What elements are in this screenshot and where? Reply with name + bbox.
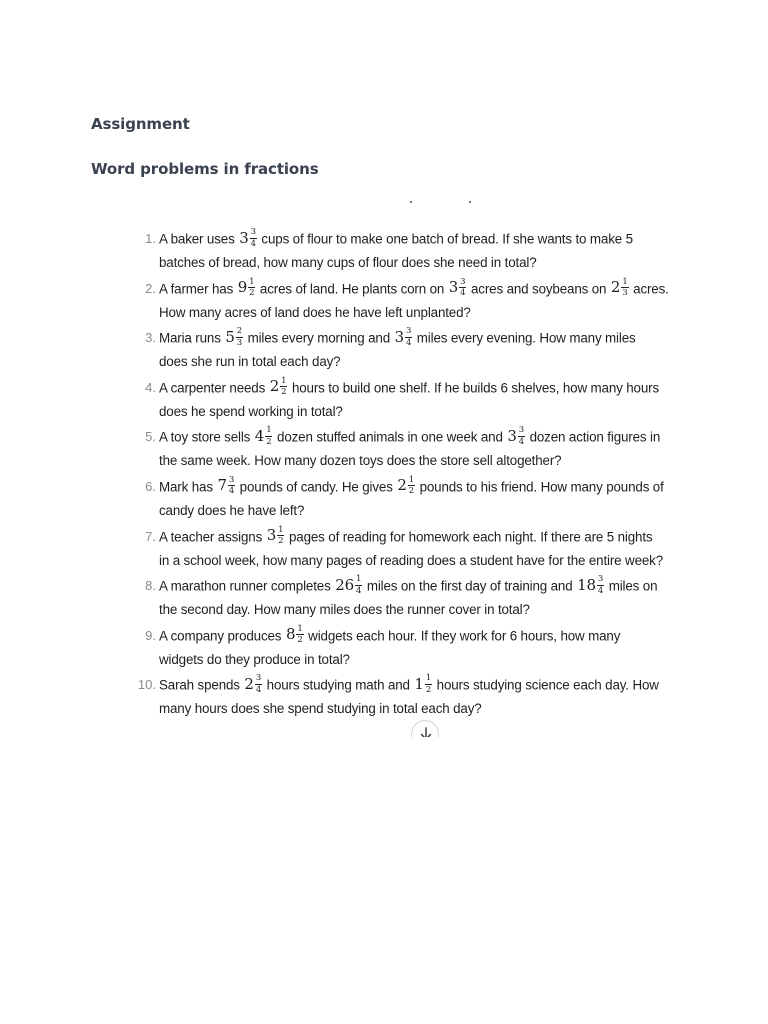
problem-text: A farmer has <box>159 281 237 297</box>
problem-text: A company produces <box>159 628 285 644</box>
fraction-numerator: 1 <box>408 474 414 485</box>
mixed-number <box>239 228 257 248</box>
problem-text-line <box>159 425 661 448</box>
fraction-denominator: 4 <box>405 337 412 348</box>
fraction-numerator: 2 <box>236 326 242 337</box>
mixed-number <box>395 327 413 347</box>
mixed-number-whole: 26 <box>335 575 354 594</box>
problem-number: 5. <box>145 429 156 445</box>
problem-panel <box>108 218 684 730</box>
fraction-numerator: 1 <box>355 574 362 585</box>
problem-item <box>108 664 684 717</box>
mixed-number <box>611 278 629 298</box>
mixed-number <box>255 426 273 446</box>
mixed-number <box>335 575 362 595</box>
fraction <box>408 476 415 496</box>
problem-text: pages of reading for homework each night. If there are 5 nights <box>285 529 653 545</box>
stray-dot <box>410 201 412 203</box>
mixed-number-whole: 4 <box>254 426 265 445</box>
mixed-number-whole: 2 <box>269 377 280 396</box>
fraction <box>296 625 303 645</box>
document-heading: Assignment <box>91 115 190 133</box>
problem-text: How many acres of land does he have left unplanted? <box>159 304 471 320</box>
fraction <box>250 228 257 248</box>
fraction <box>236 327 243 347</box>
problem-text: pounds to his friend. How many pounds of <box>416 479 664 495</box>
problem-text: hours studying math and <box>263 677 414 693</box>
problem-text: acres and soybeans on <box>467 281 610 297</box>
fraction-numerator: 3 <box>460 276 466 287</box>
problem-text: dozen stuffed animals in one week and <box>273 429 507 445</box>
problem-text-line <box>159 701 482 716</box>
fraction-numerator: 1 <box>622 276 628 287</box>
fraction-denominator: 4 <box>228 486 235 497</box>
mixed-number-whole: 3 <box>266 526 277 545</box>
fraction-denominator: 4 <box>250 238 256 249</box>
mixed-number <box>414 674 432 694</box>
problem-text-line <box>159 673 659 696</box>
fraction <box>425 674 432 694</box>
fraction-denominator: 4 <box>597 585 604 596</box>
problem-text: does he spend working in total? <box>159 403 343 419</box>
problem-text: dozen action figures in <box>526 429 661 445</box>
panel-edge <box>400 737 460 757</box>
problem-text: Sarah spends <box>159 677 244 693</box>
problem-text: many hours does she spend studying in total each day? <box>159 701 482 717</box>
mixed-number <box>238 278 256 298</box>
mixed-number <box>286 625 304 645</box>
mixed-number <box>397 476 415 496</box>
mixed-number <box>577 575 604 595</box>
fraction <box>621 278 628 298</box>
mixed-number-whole: 3 <box>394 327 404 346</box>
fraction <box>597 575 604 595</box>
problem-text-line <box>159 474 664 498</box>
fraction-numerator: 1 <box>249 276 255 287</box>
problem-item <box>108 317 684 370</box>
problem-text: A marathon runner completes <box>159 578 335 594</box>
problem-text-line <box>159 375 660 399</box>
problem-item <box>108 268 684 318</box>
problem-text: A toy store sells <box>159 429 254 445</box>
problem-text: the second day. How many miles does the runner cover in total? <box>159 602 530 618</box>
problem-item <box>108 367 684 417</box>
fraction-denominator: 2 <box>408 486 414 497</box>
problem-text: A baker uses <box>159 231 239 247</box>
fraction <box>265 426 272 446</box>
mixed-number <box>270 377 288 397</box>
fraction <box>518 426 525 446</box>
fraction <box>355 575 362 595</box>
fraction-denominator: 3 <box>236 337 242 348</box>
fraction-numerator: 1 <box>425 673 432 684</box>
mixed-number <box>267 526 285 546</box>
fraction-denominator: 2 <box>249 288 255 299</box>
problem-text: miles on <box>605 578 658 594</box>
problem-text: does she run in total each day? <box>159 354 341 370</box>
mixed-number-whole: 9 <box>237 278 248 297</box>
fraction-numerator: 3 <box>518 425 525 436</box>
problem-text-line <box>159 326 636 349</box>
problem-number: 2. <box>145 280 156 296</box>
fraction-denominator: 4 <box>255 684 262 695</box>
problem-number: 1. <box>145 231 156 246</box>
mixed-number <box>507 426 525 446</box>
problem-text: in a school week, how many pages of reading does a student have for the entire week? <box>159 552 664 568</box>
mixed-number-whole: 2 <box>610 278 621 297</box>
problem-text: miles every evening. How many miles <box>413 330 636 346</box>
fraction-denominator: 2 <box>266 436 272 447</box>
problem-text: pounds of candy. He gives <box>236 479 397 495</box>
mixed-number-whole: 18 <box>577 575 596 594</box>
mixed-number-whole: 2 <box>397 476 407 495</box>
fraction <box>277 526 284 546</box>
problem-number: 4. <box>145 379 156 395</box>
mixed-number-whole: 3 <box>448 278 459 297</box>
problem-list <box>108 218 684 717</box>
fraction-numerator: 1 <box>266 425 272 436</box>
problem-text: hours to build one shelf. If he builds 6 shelves, how many hours <box>288 380 660 396</box>
problem-item <box>108 218 684 268</box>
problem-number: 6. <box>145 478 156 494</box>
fraction-numerator: 3 <box>597 574 604 585</box>
mixed-number-whole: 1 <box>414 674 424 693</box>
mixed-number-whole: 2 <box>244 674 254 693</box>
problem-text: A teacher assigns <box>159 529 266 545</box>
fraction-numerator: 3 <box>255 673 262 684</box>
document-subtitle: Word problems in fractions <box>91 160 319 178</box>
problem-text: Mark has <box>159 479 217 495</box>
mixed-number <box>244 674 262 694</box>
problem-text-line <box>159 524 653 548</box>
problem-number: 7. <box>145 528 156 544</box>
problem-text-line <box>159 623 621 647</box>
mixed-number-whole: 8 <box>285 625 296 644</box>
fraction-numerator: 1 <box>297 623 303 634</box>
fraction-numerator: 1 <box>281 375 287 386</box>
fraction-numerator: 3 <box>405 326 412 337</box>
fraction <box>228 476 235 496</box>
problem-number: 9. <box>145 627 156 643</box>
fraction-denominator: 2 <box>281 387 287 398</box>
fraction-denominator: 2 <box>278 536 284 547</box>
problem-text: cups of flour to make one batch of bread. If she wants to make 5 <box>257 231 633 247</box>
problem-text: acres of land. He plants corn on <box>256 281 448 297</box>
fraction <box>248 278 255 298</box>
problem-number: 3. <box>145 330 156 346</box>
problem-text: Maria runs <box>159 330 225 346</box>
mixed-number <box>217 476 235 496</box>
mixed-number <box>449 278 467 298</box>
problem-text: widgets each hour. If they work for 6 hours, how many <box>304 628 621 644</box>
fraction-numerator: 3 <box>250 227 256 237</box>
mixed-number-whole: 3 <box>507 426 517 445</box>
fraction-denominator: 4 <box>460 288 466 299</box>
mixed-number-whole: 5 <box>225 327 235 346</box>
fraction <box>459 278 466 298</box>
problem-text-line <box>159 227 633 250</box>
problem-text: widgets do they produce in total? <box>159 651 350 667</box>
stray-dot <box>469 201 471 203</box>
problem-text: acres. <box>629 281 669 297</box>
fraction-numerator: 1 <box>278 524 284 535</box>
problem-text: batches of bread, how many cups of flour does she need in total? <box>159 255 537 270</box>
fraction <box>255 674 262 694</box>
problem-text: A carpenter needs <box>159 380 269 396</box>
problem-text: candy does he have left? <box>159 502 305 518</box>
mixed-number-whole: 3 <box>239 228 249 247</box>
fraction-denominator: 2 <box>425 684 432 695</box>
fraction <box>280 377 287 397</box>
problem-text: miles on the first day of training and <box>363 578 577 594</box>
problem-item <box>108 565 684 618</box>
problem-item <box>108 516 684 566</box>
problem-number: 8. <box>145 578 156 594</box>
problem-text: hours studying science each day. How <box>433 677 659 693</box>
problem-number: 10. <box>137 677 156 693</box>
fraction-numerator: 3 <box>228 474 235 485</box>
problem-item <box>108 615 684 665</box>
fraction <box>405 327 412 347</box>
fraction-denominator: 4 <box>518 436 525 447</box>
mixed-number-whole: 7 <box>217 476 227 495</box>
problem-item <box>108 466 684 516</box>
fraction-denominator: 3 <box>622 288 628 299</box>
problem-text: the same week. How many dozen toys does the store sell altogether? <box>159 453 562 469</box>
problem-text: miles every morning and <box>244 330 394 346</box>
mixed-number <box>225 327 243 347</box>
fraction-denominator: 4 <box>355 585 362 596</box>
fraction-denominator: 2 <box>297 635 303 646</box>
problem-item <box>108 416 684 469</box>
problem-text-line <box>159 574 658 597</box>
problem-text-line <box>159 276 669 300</box>
